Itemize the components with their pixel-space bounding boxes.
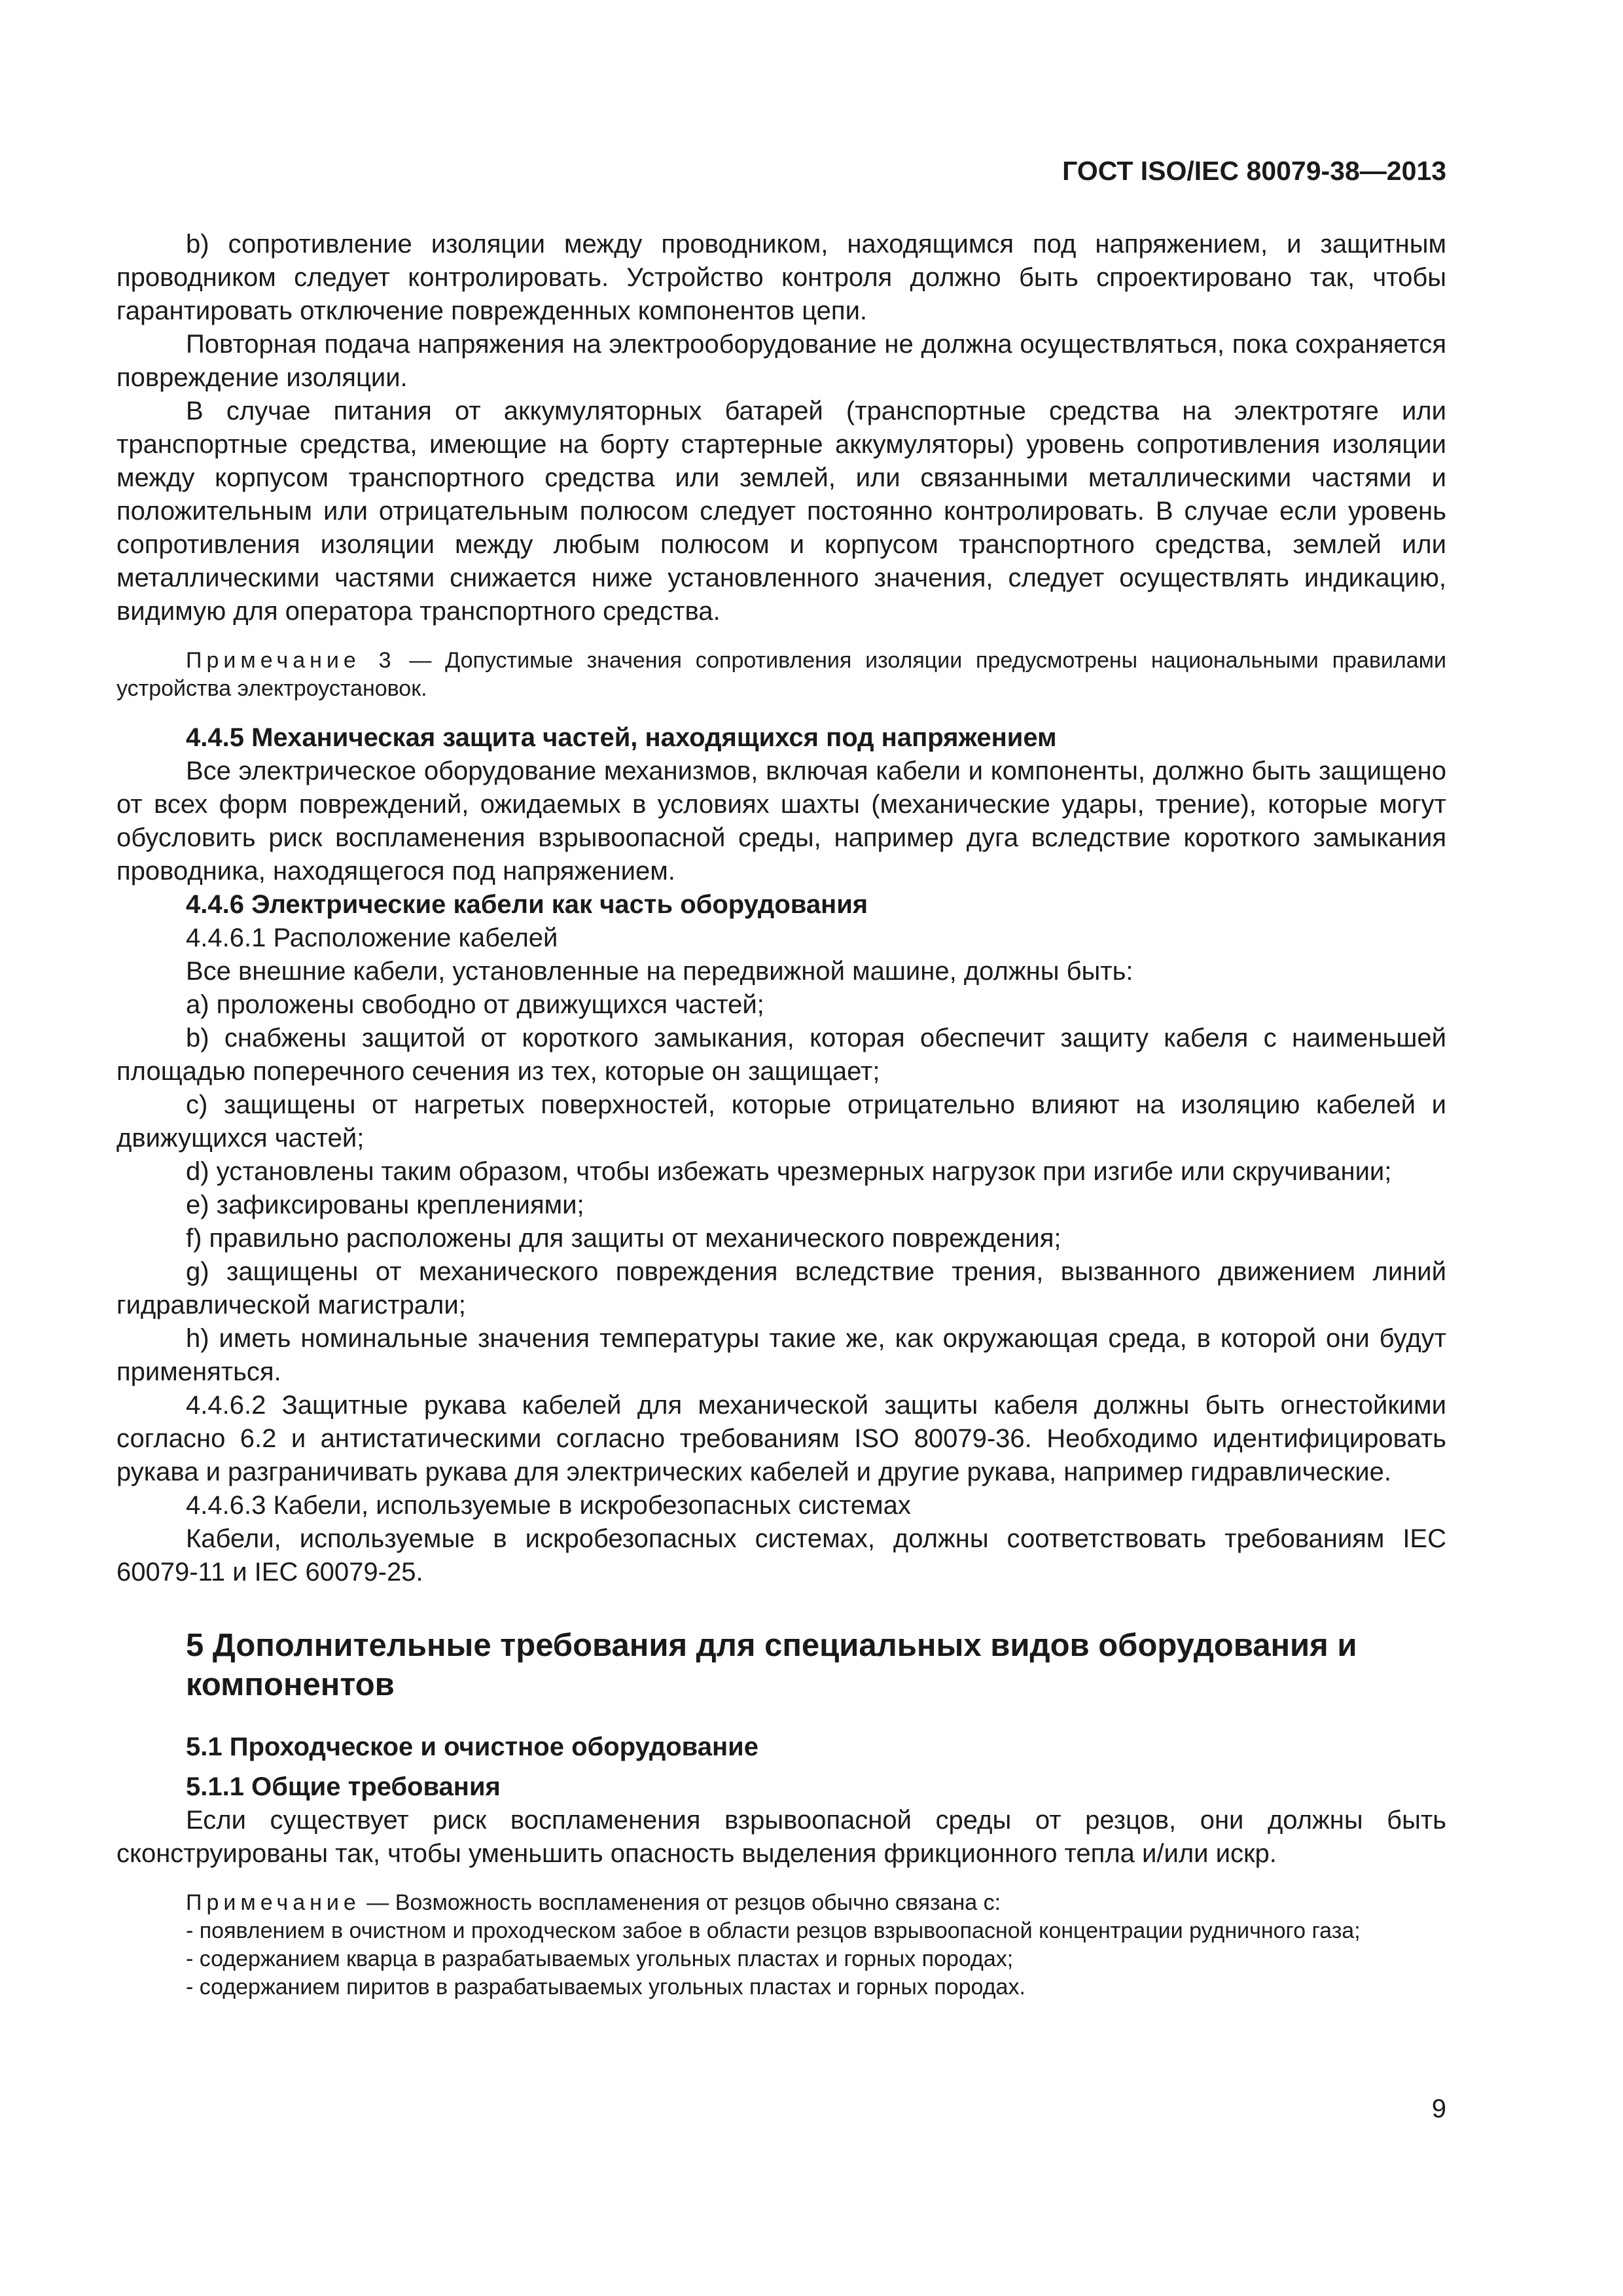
heading-4-4-5: 4.4.5 Механическая защита частей, находящихся под напряжением	[186, 723, 1057, 752]
paragraph: Все электрическое оборудование механизмов, включая кабели и компоненты, должно быть защищено от всех форм повреждений, ожидаемых в условиях шахты (механические удары, трение), которые могут обусловить риск воспламенения взрывоопасной среды, например дуга вследствие короткого замыкания проводника, находящегося под напряжением.	[116, 757, 1446, 886]
paragraph: Если существует риск воспламенения взрывоопасной среды от резцов, они должны быть сконструированы так, чтобы уменьшить опасность выделения фрикционного тепла и/или искр.	[116, 1806, 1446, 1868]
paragraph: Повторная подача напряжения на электрооборудование не должна осуществляться, пока сохраняется повреждение изоляции.	[116, 330, 1446, 392]
note-list-item: - содержанием пиритов в разрабатываемых угольных пластах и горных породах.	[186, 1975, 1026, 2000]
paragraph: b) сопротивление изоляции между проводником, находящимся под напряжением, и защитным проводником следует контролировать. Устройство контроля должно быть спроектировано так, чтобы гарантировать отключение поврежденных компонентов цепи.	[116, 230, 1446, 325]
paragraph: 4.4.6.2 Защитные рукава кабелей для механической защиты кабеля должны быть огнестойкими согласно 6.2 и антистатическими согласно требованиям ISO 80079-36. Необходимо идентифицировать рукава и разграничивать рукава для электрических кабелей и другие рукава, например гидравлические.	[116, 1391, 1446, 1486]
paragraph: Кабели, используемые в искробезопасных системах, должны соответствовать требованиям IEC 60079-11 и IEC 60079-25.	[116, 1524, 1446, 1587]
list-item: d) установлены таким образом, чтобы избежать чрезмерных нагрузок при изгибе или скручивании;	[186, 1157, 1392, 1186]
note-3	[116, 647, 1446, 703]
clause-title: 4.4.6.3 Кабели, используемые в искробезопасных системах	[186, 1491, 911, 1520]
page-content	[116, 228, 1446, 2001]
paragraph: В случае питания от аккумуляторных батарей (транспортные средства на электротяге или транспортные средства, имеющие на борту стартерные аккумуляторы) уровень сопротивления изоляции между корпусом транспортного средства или землей, или связанными металлическими частями и положительным или отрицательным полюсом следует постоянно контролировать. В случае если уровень сопротивления изоляции между любым полюсом и корпусом транспортного средства, землей или металлическими частями снижается ниже установленного значения, следует осуществлять индикацию, видимую для оператора транспортного средства.	[116, 397, 1446, 626]
note-label: Примечание	[186, 1890, 361, 1915]
list-item: f) правильно расположены для защиты от механического повреждения;	[186, 1224, 1061, 1253]
heading-5-1: 5.1 Проходческое и очистное оборудование	[186, 1732, 758, 1761]
note-label: Примечание 3	[186, 648, 396, 673]
section-5-heading: 5 Дополнительные требования для специальных видов оборудования и компонентов	[186, 1628, 1357, 1702]
list-item: a) проложены свободно от движущихся частей;	[186, 990, 764, 1019]
paragraph: Все внешние кабели, установленные на передвижной машине, должны быть:	[186, 957, 1133, 986]
heading-5-1-1: 5.1.1 Общие требования	[186, 1772, 501, 1801]
note-text: — Возможность воспламенения от резцов обычно связана с:	[366, 1890, 1001, 1915]
page-number: 9	[1431, 2094, 1446, 2123]
list-item: h) иметь номинальные значения температуры такие же, как окружающая среда, в которой они будут применяться.	[116, 1324, 1446, 1386]
clause-title: 4.4.6.1 Расположение кабелей	[186, 924, 558, 952]
list-item: c) защищены от нагретых поверхностей, которые отрицательно влияют на изоляцию кабелей и движущихся частей;	[116, 1090, 1446, 1153]
note-text: — Допустимые значения сопротивления изоляции предусмотрены национальными правилами устройства электроустановок.	[116, 648, 1447, 701]
note-list-item: - появлением в очистном и проходческом забое в области резцов взрывоопасной концентрации рудничного газа;	[186, 1918, 1361, 1943]
list-item: e) зафиксированы креплениями;	[186, 1191, 584, 1219]
note-list-item: - содержанием кварца в разрабатываемых угольных пластах и горных породах;	[186, 1946, 1014, 1971]
document-id-header: ГОСТ ISO/IEC 80079-38—2013	[1062, 156, 1446, 186]
list-item: g) защищены от механического повреждения вследствие трения, вызванного движением линий гидравлической магистрали;	[116, 1257, 1446, 1319]
list-item: b) снабжены защитой от короткого замыкания, которая обеспечит защиту кабеля с наименьшей площадью поперечного сечения из тех, которые он защищает;	[116, 1024, 1446, 1086]
note	[116, 1889, 1446, 1917]
heading-4-4-6: 4.4.6 Электрические кабели как часть оборудования	[186, 890, 868, 919]
